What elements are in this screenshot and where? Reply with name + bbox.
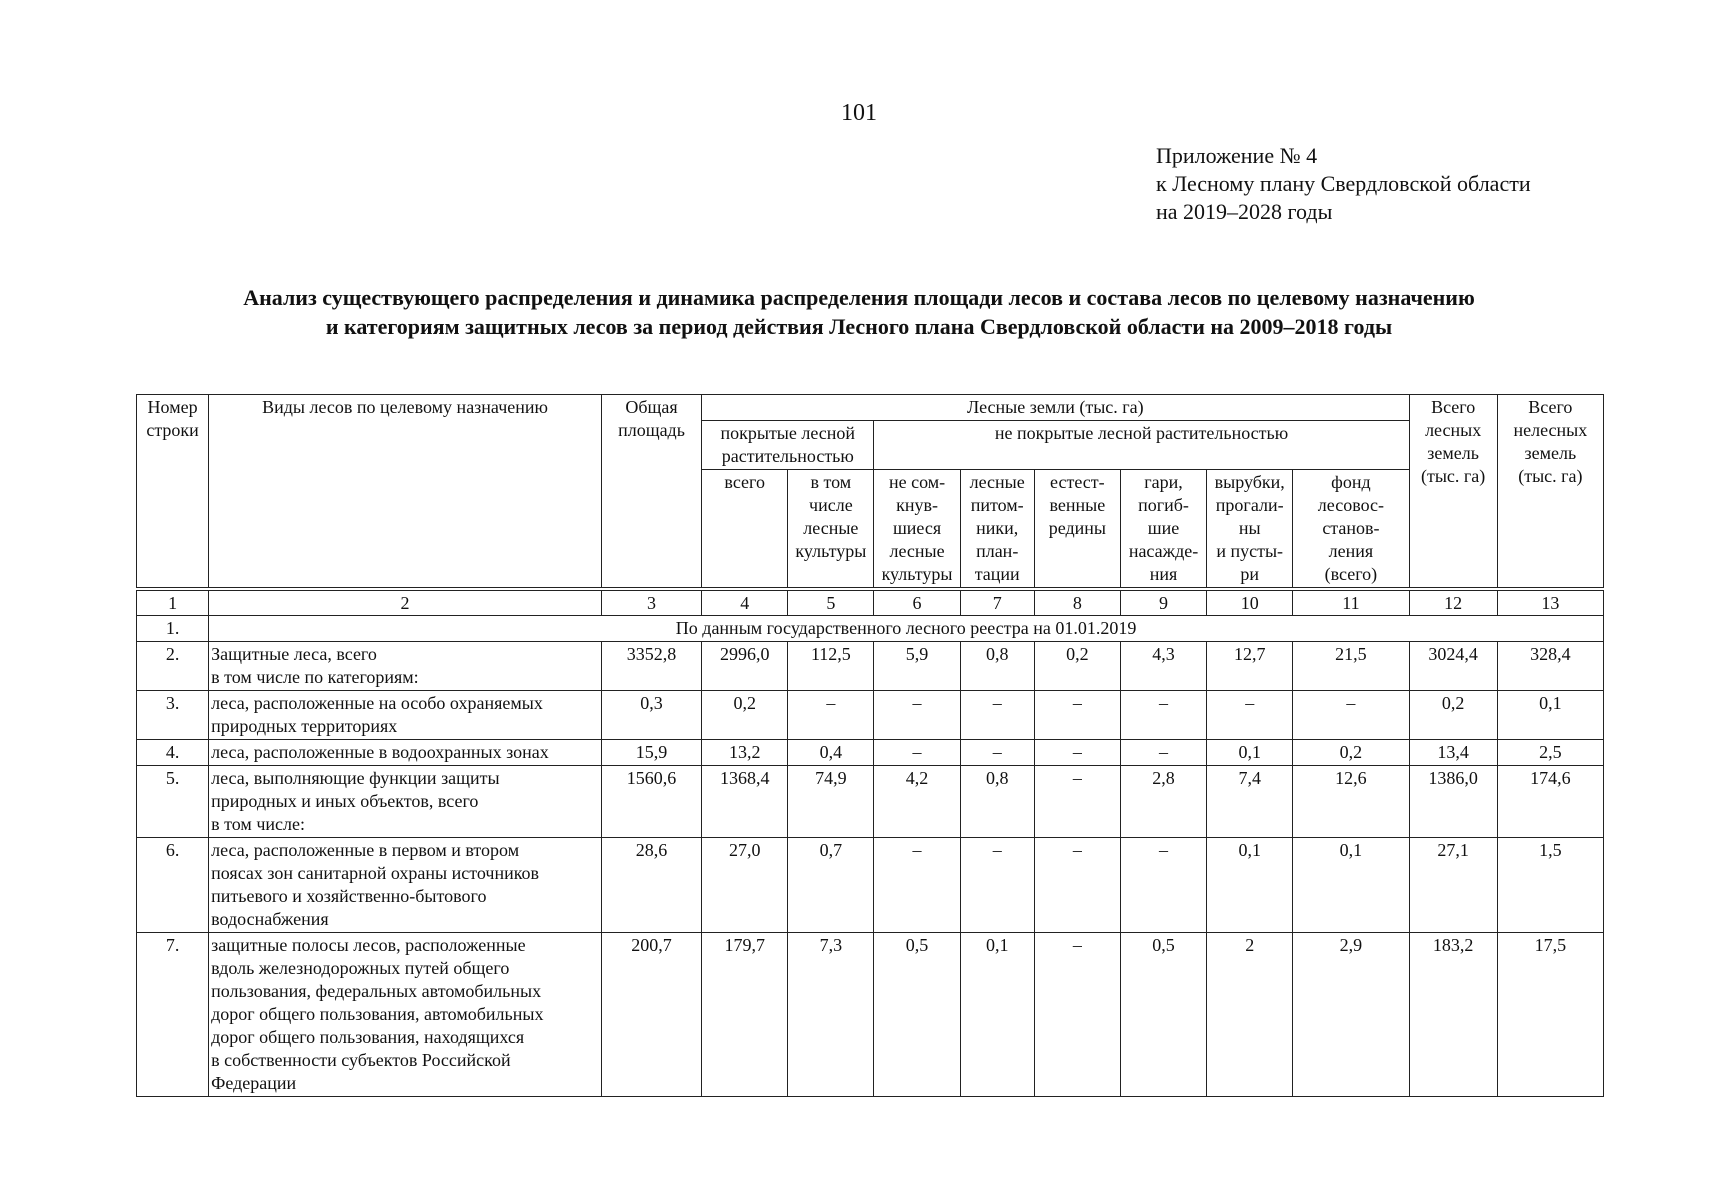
data-rows [137,642,1604,1097]
column-number: 3 [601,591,701,616]
column-number: 6 [874,591,960,616]
column-number: 4 [702,591,788,616]
row-value: – [1034,766,1120,838]
row-value: 7,3 [788,933,874,1097]
column-number: 2 [209,591,602,616]
row-number: 6. [137,838,209,933]
row-forest-type: Защитные леса, всего в том числе по категориям: [209,642,602,691]
column-number: 12 [1409,591,1497,616]
column-number: 7 [960,591,1034,616]
section-row-text: По данным государственного лесного реестра на 01.01.2019 [209,616,1604,642]
row-number: 4. [137,740,209,766]
title-line-1: Анализ существующего распределения и динамика распределения площади лесов и состава лесов по целевому назначению [243,285,1475,310]
row-value: 179,7 [702,933,788,1097]
row-value: 0,2 [1293,740,1409,766]
header-reforestation-fund: фонд лесовос- станов- ления (всего) [1293,470,1409,588]
header-covered-cultures: в том числе лесные культуры [788,470,874,588]
row-value: – [960,691,1034,740]
column-number: 8 [1034,591,1120,616]
row-value: 3352,8 [601,642,701,691]
row-value: 0,8 [960,642,1034,691]
row-value: 0,1 [1497,691,1603,740]
header-unclosed-cultures: не сом- кнув- шиеся лесные культуры [874,470,960,588]
row-value: 2996,0 [702,642,788,691]
row-value: – [1034,691,1120,740]
row-value: – [1120,740,1206,766]
row-value: 28,6 [601,838,701,933]
forest-distribution-table [136,394,1604,1097]
table-row [137,691,1604,740]
row-value: 0,1 [960,933,1034,1097]
column-number: 1 [137,591,209,616]
row-number: 2. [137,642,209,691]
row-value: 0,5 [874,933,960,1097]
header-total-nonforest-lands: Всего нелесных земель (тыс. га) [1497,395,1603,588]
row-value: 17,5 [1497,933,1603,1097]
header-natural-gaps: естест- венные редины [1034,470,1120,588]
row-value: 3024,4 [1409,642,1497,691]
row-value: 0,5 [1120,933,1206,1097]
row-value: – [1034,933,1120,1097]
appendix-line-2: к Лесному плану Свердловской области [1156,171,1531,196]
header-total-area: Общая площадь [601,395,701,588]
header-forest-lands: Лесные земли (тыс. га) [702,395,1409,421]
table-row [137,933,1604,1097]
row-forest-type: леса, расположенные в водоохранных зонах [209,740,602,766]
header-clearings: вырубки, прогали- ны и пусты- ри [1207,470,1293,588]
row-value: 4,3 [1120,642,1206,691]
appendix-line-3: на 2019–2028 годы [1156,199,1333,224]
row-value: 0,2 [1034,642,1120,691]
header-row-1 [137,395,1604,421]
appendix-line-1: Приложение № 4 [1156,143,1318,168]
row-value: 15,9 [601,740,701,766]
row-number: 3. [137,691,209,740]
header-total-forest-lands: Всего лесных земель (тыс. га) [1409,395,1497,588]
row-value: 27,0 [702,838,788,933]
table-row [137,838,1604,933]
row-value: 0,2 [1409,691,1497,740]
row-value: – [788,691,874,740]
row-value: 12,7 [1207,642,1293,691]
row-value: 0,2 [702,691,788,740]
row-value: 0,7 [788,838,874,933]
column-number: 5 [788,591,874,616]
row-value: – [874,838,960,933]
row-value: 328,4 [1497,642,1603,691]
column-number: 10 [1207,591,1293,616]
row-value: 1386,0 [1409,766,1497,838]
row-value: 112,5 [788,642,874,691]
header-covered: покрытые лесной растительностью [702,421,874,470]
row-value: 2 [1207,933,1293,1097]
row-value: – [1293,691,1409,740]
row-forest-type: леса, выполняющие функции защиты природных и иных объектов, всего в том числе: [209,766,602,838]
row-value: 200,7 [601,933,701,1097]
table-row [137,740,1604,766]
column-number: 11 [1293,591,1409,616]
row-value: 2,5 [1497,740,1603,766]
header-covered-total: всего [702,470,788,588]
row-value: 21,5 [1293,642,1409,691]
header-not-covered: не покрытые лесной растительностью [874,421,1409,470]
section-row [137,616,1604,642]
row-value: 5,9 [874,642,960,691]
row-value: 0,3 [601,691,701,740]
row-forest-type: леса, расположенные на особо охраняемых природных территориях [209,691,602,740]
column-numbers-row [137,591,1604,616]
table-row [137,642,1604,691]
row-value: – [1034,838,1120,933]
row-forest-type: защитные полосы лесов, расположенные вдоль железнодорожных путей общего пользования, федеральных автомобильных дорог общего пользования, автомобильных дорог общего пользования, находящихся в собственности субъектов Российской Федерации [209,933,602,1097]
row-value: 2,9 [1293,933,1409,1097]
row-value: – [960,740,1034,766]
row-value: 7,4 [1207,766,1293,838]
row-number: 5. [137,766,209,838]
row-value: 0,8 [960,766,1034,838]
column-number: 9 [1120,591,1206,616]
row-value: – [1207,691,1293,740]
row-value: 1560,6 [601,766,701,838]
row-value: 4,2 [874,766,960,838]
header-forest-types: Виды лесов по целевому назначению [209,395,602,588]
row-value: 0,1 [1207,740,1293,766]
table-row [137,766,1604,838]
appendix-note [1156,142,1531,226]
row-value: – [1120,691,1206,740]
row-number: 7. [137,933,209,1097]
row-value: 183,2 [1409,933,1497,1097]
header-nurseries: лесные питом- ники, план- тации [960,470,1034,588]
row-value: 0,4 [788,740,874,766]
row-value: 13,4 [1409,740,1497,766]
page-number: 101 [841,100,877,126]
row-value: 0,1 [1293,838,1409,933]
row-value: 1368,4 [702,766,788,838]
row-value: – [874,740,960,766]
row-value: 2,8 [1120,766,1206,838]
row-value: 13,2 [702,740,788,766]
header-row-number: Номер строки [137,395,209,588]
row-value: 27,1 [1409,838,1497,933]
row-value: – [960,838,1034,933]
row-value: 1,5 [1497,838,1603,933]
header-burned: гари, погиб- шие насажде- ния [1120,470,1206,588]
title-line-2: и категориям защитных лесов за период действия Лесного плана Свердловской области на 2009–2018 годы [325,314,1393,339]
column-number: 13 [1497,591,1603,616]
row-value: 12,6 [1293,766,1409,838]
row-value: – [1034,740,1120,766]
row-value: – [874,691,960,740]
row-value: 174,6 [1497,766,1603,838]
row-forest-type: леса, расположенные в первом и втором поясах зон санитарной охраны источников питьевого и хозяйственно-бытового водоснабжения [209,838,602,933]
row-value: – [1120,838,1206,933]
row-value: 74,9 [788,766,874,838]
section-row-number: 1. [137,616,209,642]
document-title [80,283,1638,341]
row-value: 0,1 [1207,838,1293,933]
